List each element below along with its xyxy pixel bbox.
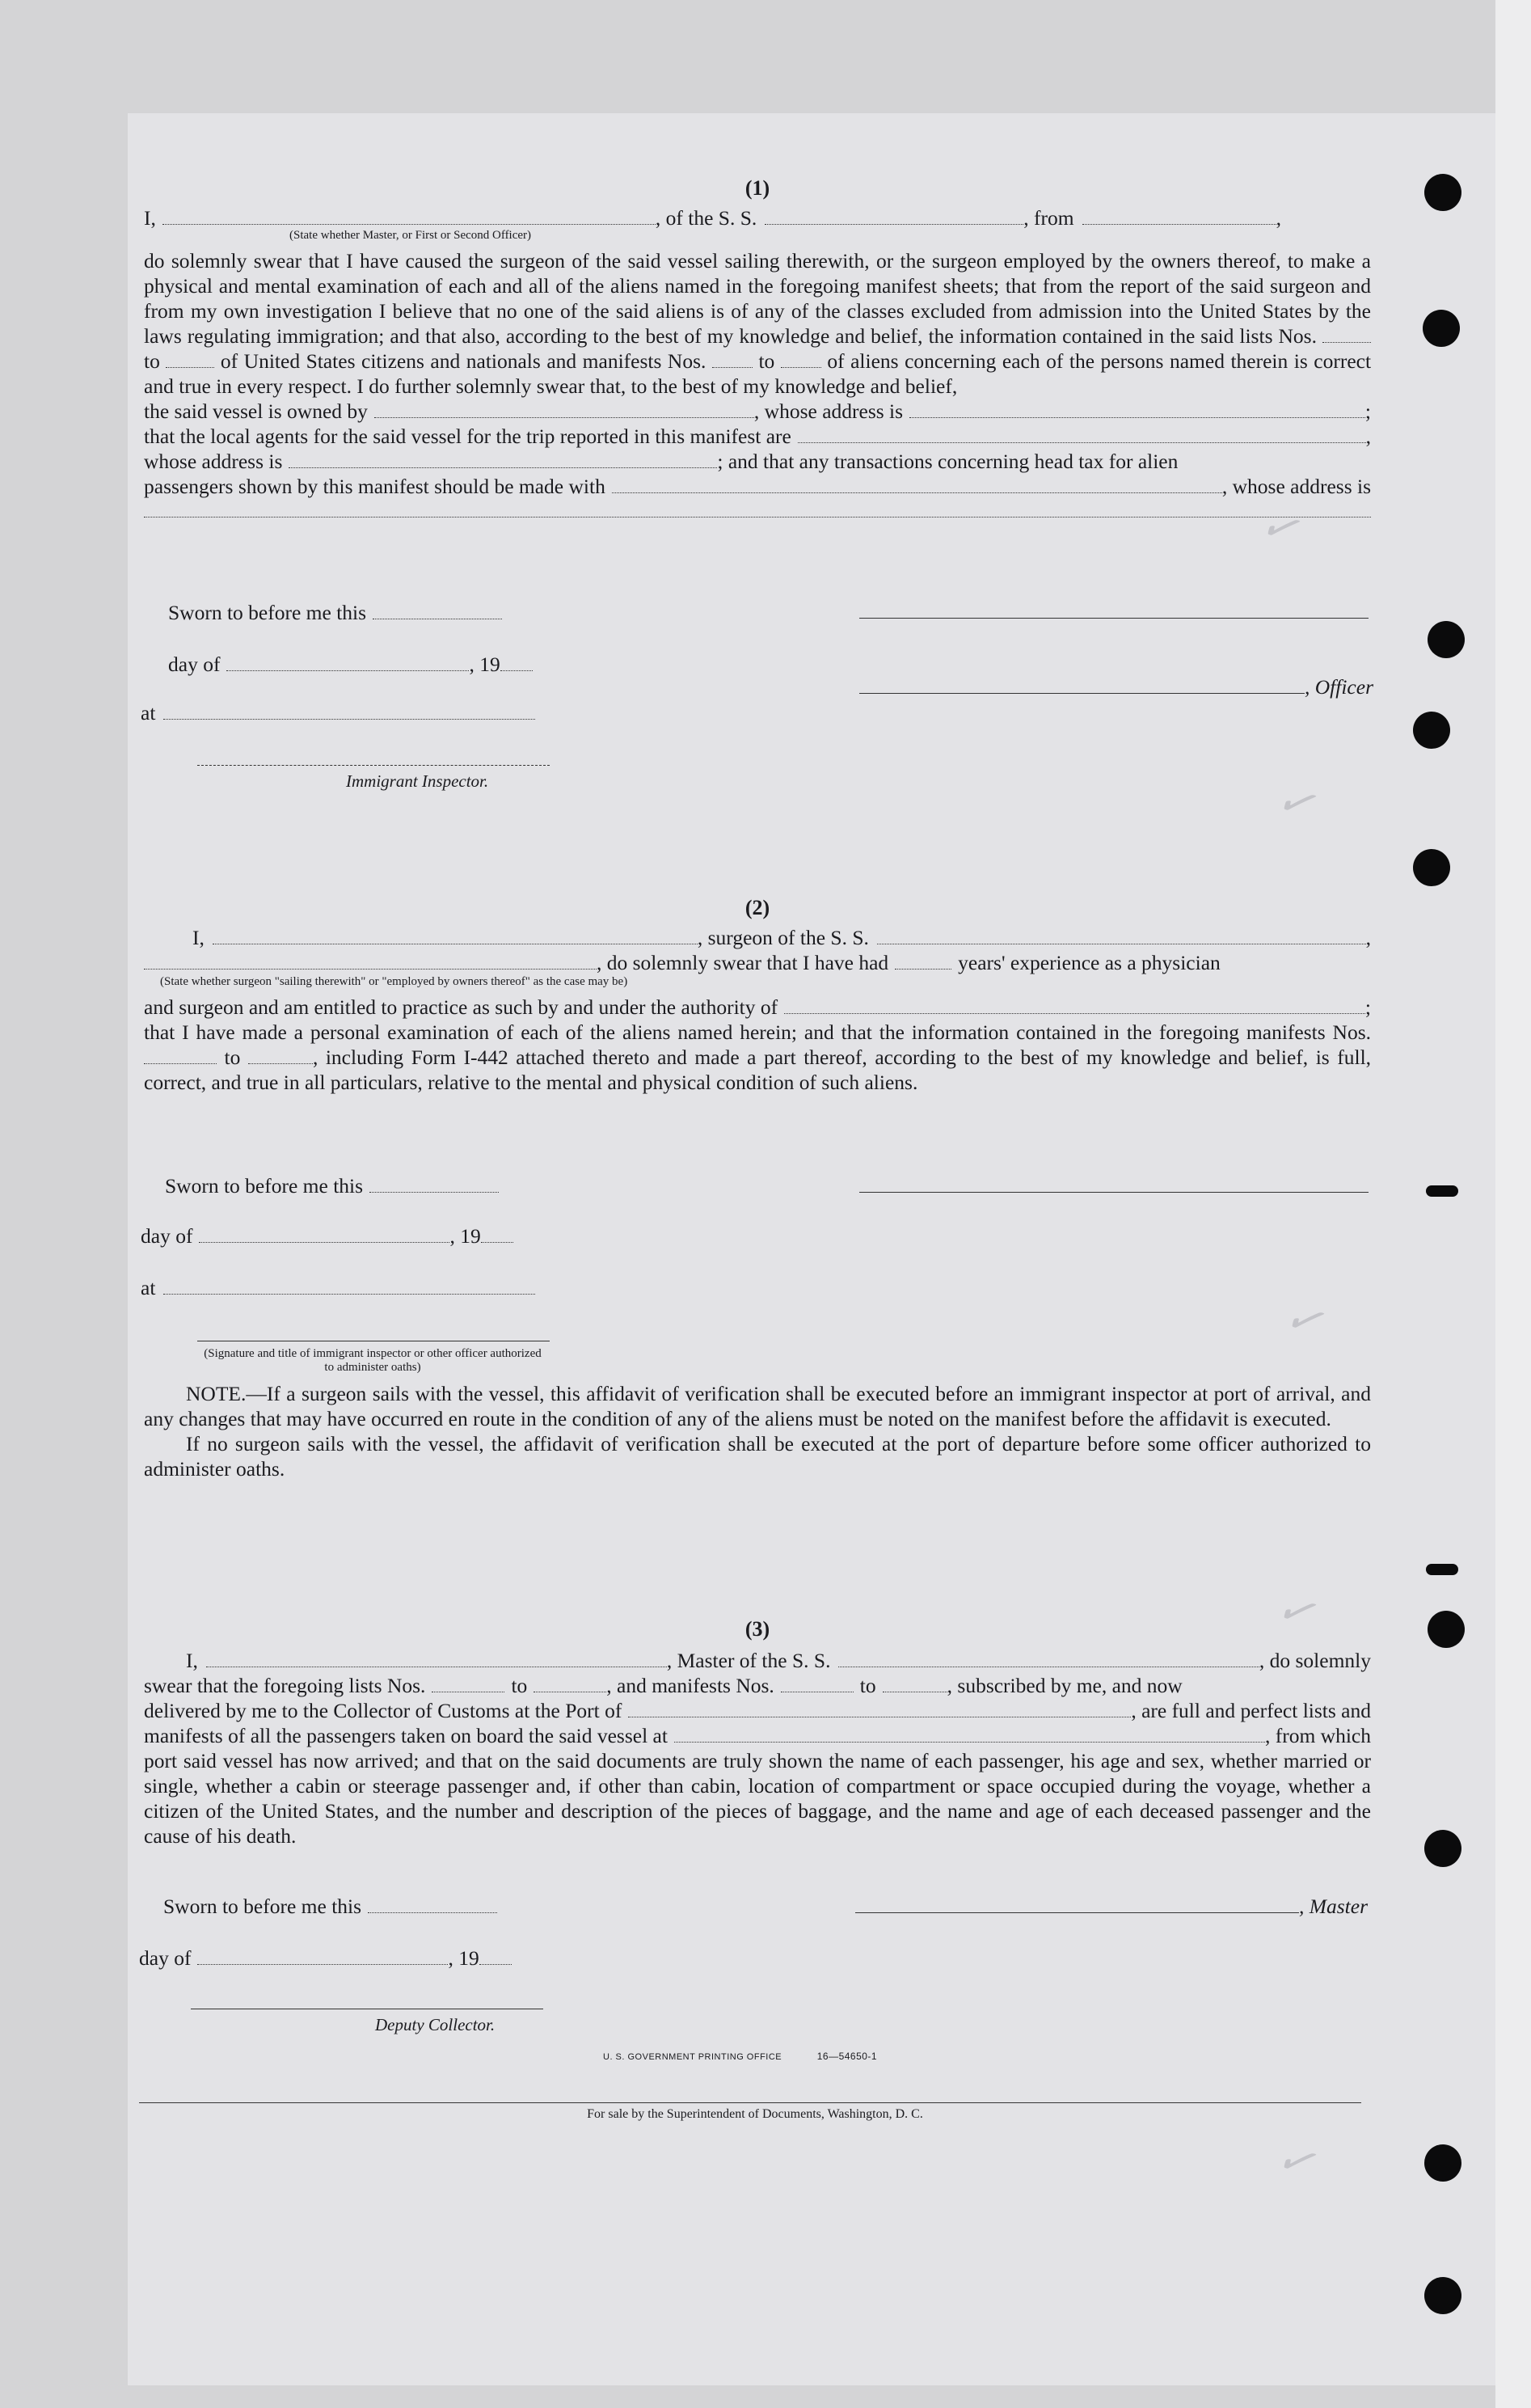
- agents-blank[interactable]: [798, 425, 1366, 443]
- officer-note: (State whether Master, or First or Second Officer): [289, 229, 532, 242]
- note-text: NOTE.—If a surgeon sails with the vessel, this affidavit of verification shall be executed before an immigrant inspector at port of arrival, and any changes that may have occurred en route in the condition of any of the aliens must be noted on the manifest before the affidavit is executed.: [144, 1382, 1371, 1430]
- surgeon-note: (State whether surgeon "sailing therewith" or "employed by owners thereof" as the case may be): [160, 975, 628, 988]
- master-signature: , Master: [855, 1894, 1368, 1919]
- year-blank-3[interactable]: [479, 1946, 512, 1965]
- surgeon-line: I, , surgeon of the S. S. ,: [192, 926, 1371, 949]
- surgeon-ship-blank[interactable]: [877, 926, 1366, 944]
- punch-hole: [1423, 310, 1460, 347]
- day-line-1: day of , 19: [168, 652, 533, 677]
- punch-hole: [1426, 1185, 1458, 1197]
- bleed-through-mark: ✓: [1269, 2130, 1322, 2190]
- footer-text: For sale by the Superintendent of Documents, Washington, D. C.: [587, 2107, 923, 2121]
- inspector-caption: Immigrant Inspector.: [346, 771, 489, 791]
- note-text-2: If no surgeon sails with the vessel, the affidavit of verification shall be executed at the port of departure before some officer authorized to administer oaths.: [144, 1432, 1371, 1481]
- bleed-through-mark: ✓: [1253, 496, 1305, 557]
- punch-hole: [1413, 712, 1450, 749]
- signature-note: (Signature and title of immigrant inspector or other officer authorized to administer oaths): [204, 1347, 542, 1374]
- section-number: (2): [744, 896, 770, 919]
- sworn-line-2: Sworn to before me this: [165, 1173, 499, 1198]
- year-blank-2[interactable]: [481, 1224, 513, 1243]
- manifest-from-blank[interactable]: [712, 349, 753, 368]
- list-to-blank[interactable]: [166, 349, 214, 368]
- boarded-port-blank[interactable]: [674, 1724, 1265, 1743]
- punch-hole: [1428, 621, 1465, 658]
- owner-address-blank[interactable]: [909, 399, 1365, 418]
- punch-hole: [1424, 1830, 1461, 1867]
- day-line-2: day of , 19: [141, 1223, 513, 1248]
- inspector-signature-line[interactable]: [197, 765, 550, 766]
- surgeon-signature-line[interactable]: [859, 1192, 1369, 1193]
- master-line: I, , Master of the S. S. , do solemnly: [186, 1649, 1371, 1672]
- affidavit-master-section: [144, 176, 1371, 518]
- master-manifest-from-blank[interactable]: [781, 1674, 854, 1692]
- at-place-blank[interactable]: [163, 701, 535, 720]
- delivered-line: delivered by me to the Collector of Customs at the Port of , are full and perfect lists and: [144, 1699, 1371, 1722]
- agents-line: that the local agents for the said vessel for the trip reported in this manifest are ,: [144, 425, 1371, 448]
- sworn-day-blank-2[interactable]: [369, 1174, 499, 1193]
- surgeon-status-blank[interactable]: [144, 951, 597, 970]
- bleed-through-mark: ✓: [1269, 771, 1322, 832]
- master-list-to-blank[interactable]: [534, 1674, 606, 1692]
- agents-address-line: whose address is ; and that any transactions concerning head tax for alien: [144, 450, 1179, 473]
- bleed-through-mark: ✓: [1277, 1289, 1330, 1350]
- punch-hole: [1424, 2277, 1461, 2314]
- section-number: (3): [744, 1617, 770, 1641]
- day-line-3: day of , 19: [139, 1945, 512, 1971]
- day-month-blank-3[interactable]: [197, 1946, 448, 1965]
- punch-hole: [1424, 2144, 1461, 2182]
- year-blank[interactable]: [500, 653, 533, 671]
- port-blank[interactable]: [628, 1699, 1131, 1717]
- oath-paragraph: do solemnly swear that I have caused the surgeon of the said vessel sailing therewith, or the surgeon employed by the owners thereof, to make a physical and mental examination of each and all of the aliens named in the foregoing manifest sheets; that from the report of the said surgeon and from my own investigation I believe that no one of the said aliens is of any of the classes excluded from admission into the United States by the laws regulating immigration; and that also, according to the best of my knowledge and belief, the information contained in the said lists Nos. to of United States citizens and nationals and manifests Nos. to of aliens concerning each of the persons named therein is correct and true in every respect. I do further solemnly swear that, to the best of my knowledge and belief,: [144, 249, 1372, 398]
- officer-line: I, , of the S. S. , from ,: [144, 206, 1281, 230]
- headtax-line: passengers shown by this manifest should be made with , whose address is: [144, 475, 1371, 498]
- surgeon-manifest-to-blank[interactable]: [248, 1046, 313, 1064]
- authority-line: and surgeon and am entitled to practice as such by and under the authority of ;: [144, 995, 1371, 1019]
- officer-signature-line[interactable]: [859, 675, 1305, 694]
- surgeon-name-blank[interactable]: [213, 926, 698, 944]
- manifest-to-blank[interactable]: [781, 349, 821, 368]
- bleed-through-mark: ✓: [1269, 1580, 1322, 1641]
- page-margin: [1495, 0, 1531, 2408]
- affidavit-surgeon-section: [144, 896, 1371, 1095]
- list-from-blank[interactable]: [1322, 324, 1371, 343]
- affidavit-delivery-section: [144, 1617, 1371, 1848]
- master-name-blank[interactable]: [206, 1649, 667, 1667]
- sworn-day-blank-3[interactable]: [368, 1895, 497, 1913]
- note-paragraph: [144, 1381, 1371, 1481]
- officer-name-blank[interactable]: [162, 206, 656, 225]
- punch-hole: [1428, 1611, 1465, 1648]
- master-list-from-blank[interactable]: [432, 1674, 504, 1692]
- at-place-blank-2[interactable]: [163, 1276, 535, 1295]
- years-blank[interactable]: [895, 951, 951, 970]
- lists-line: swear that the foregoing lists Nos. to , and manifests Nos. to , subscribed by me, and now: [144, 1674, 1183, 1697]
- authority-blank[interactable]: [784, 995, 1365, 1014]
- collector-caption: Deputy Collector.: [375, 2015, 496, 2034]
- headtax-address-line: [144, 499, 1371, 518]
- agents-address-blank[interactable]: [289, 450, 717, 468]
- officer-signature: , Officer: [859, 674, 1373, 699]
- sworn-line-1: Sworn to before me this: [168, 600, 502, 625]
- day-month-blank-2[interactable]: [199, 1224, 449, 1243]
- master-ship-blank[interactable]: [838, 1649, 1259, 1667]
- owner-line: the said vessel is owned by , whose address is ;: [144, 399, 1371, 423]
- punch-hole: [1426, 1564, 1458, 1575]
- boarded-line: manifests of all the passengers taken on board the said vessel at , from which: [144, 1724, 1371, 1747]
- owner-blank[interactable]: [374, 399, 754, 418]
- punch-hole: [1424, 174, 1461, 211]
- at-line-1: at: [141, 700, 535, 725]
- footer-rule: [139, 2102, 1361, 2103]
- at-line-2: at: [141, 1275, 535, 1300]
- delivery-paragraph: port said vessel has now arrived; and that on the said documents are truly shown the name of each passenger, his age and sex, whether married or single, whether a cabin or steerage passenger and, if other than cabin, location of compartment or space occupied during the voyage, whether a citizen of the United States, and the number and description of the pieces of baggage, and the name and age of each deceased passenger and the cause of his death.: [144, 1749, 1371, 1848]
- surgeon-manifest-from-blank[interactable]: [144, 1046, 217, 1064]
- headtax-agent-blank[interactable]: [612, 475, 1222, 493]
- sworn-line-3: Sworn to before me this: [163, 1894, 497, 1919]
- master-signature-line[interactable]: [855, 1895, 1299, 1913]
- port-from-blank[interactable]: [1082, 206, 1276, 225]
- ship-name-blank[interactable]: [765, 206, 1023, 225]
- headtax-address-blank[interactable]: [144, 499, 1371, 518]
- master-manifest-to-blank[interactable]: [883, 1674, 947, 1692]
- printer-imprint: U. S. GOVERNMENT PRINTING OFFICE 16—54650-1: [603, 2051, 878, 2062]
- experience-line: , do solemnly swear that I have had years' experience as a physician: [144, 950, 1371, 975]
- officer-signature-line-top[interactable]: [859, 618, 1369, 619]
- day-month-blank[interactable]: [226, 653, 469, 671]
- sworn-day-blank[interactable]: [373, 601, 502, 619]
- surgeon-paragraph: that I have made a personal examination of each of the aliens named herein; and that the information contained in the foregoing manifests Nos. to , including Form I-442 attached thereto and made a part thereof, according to the best of my knowledge and belief, is full, correct, and true in all particulars, relative to the mental and physical condition of such aliens.: [144, 1020, 1372, 1094]
- punch-hole: [1413, 849, 1450, 886]
- section-number: (1): [744, 176, 770, 200]
